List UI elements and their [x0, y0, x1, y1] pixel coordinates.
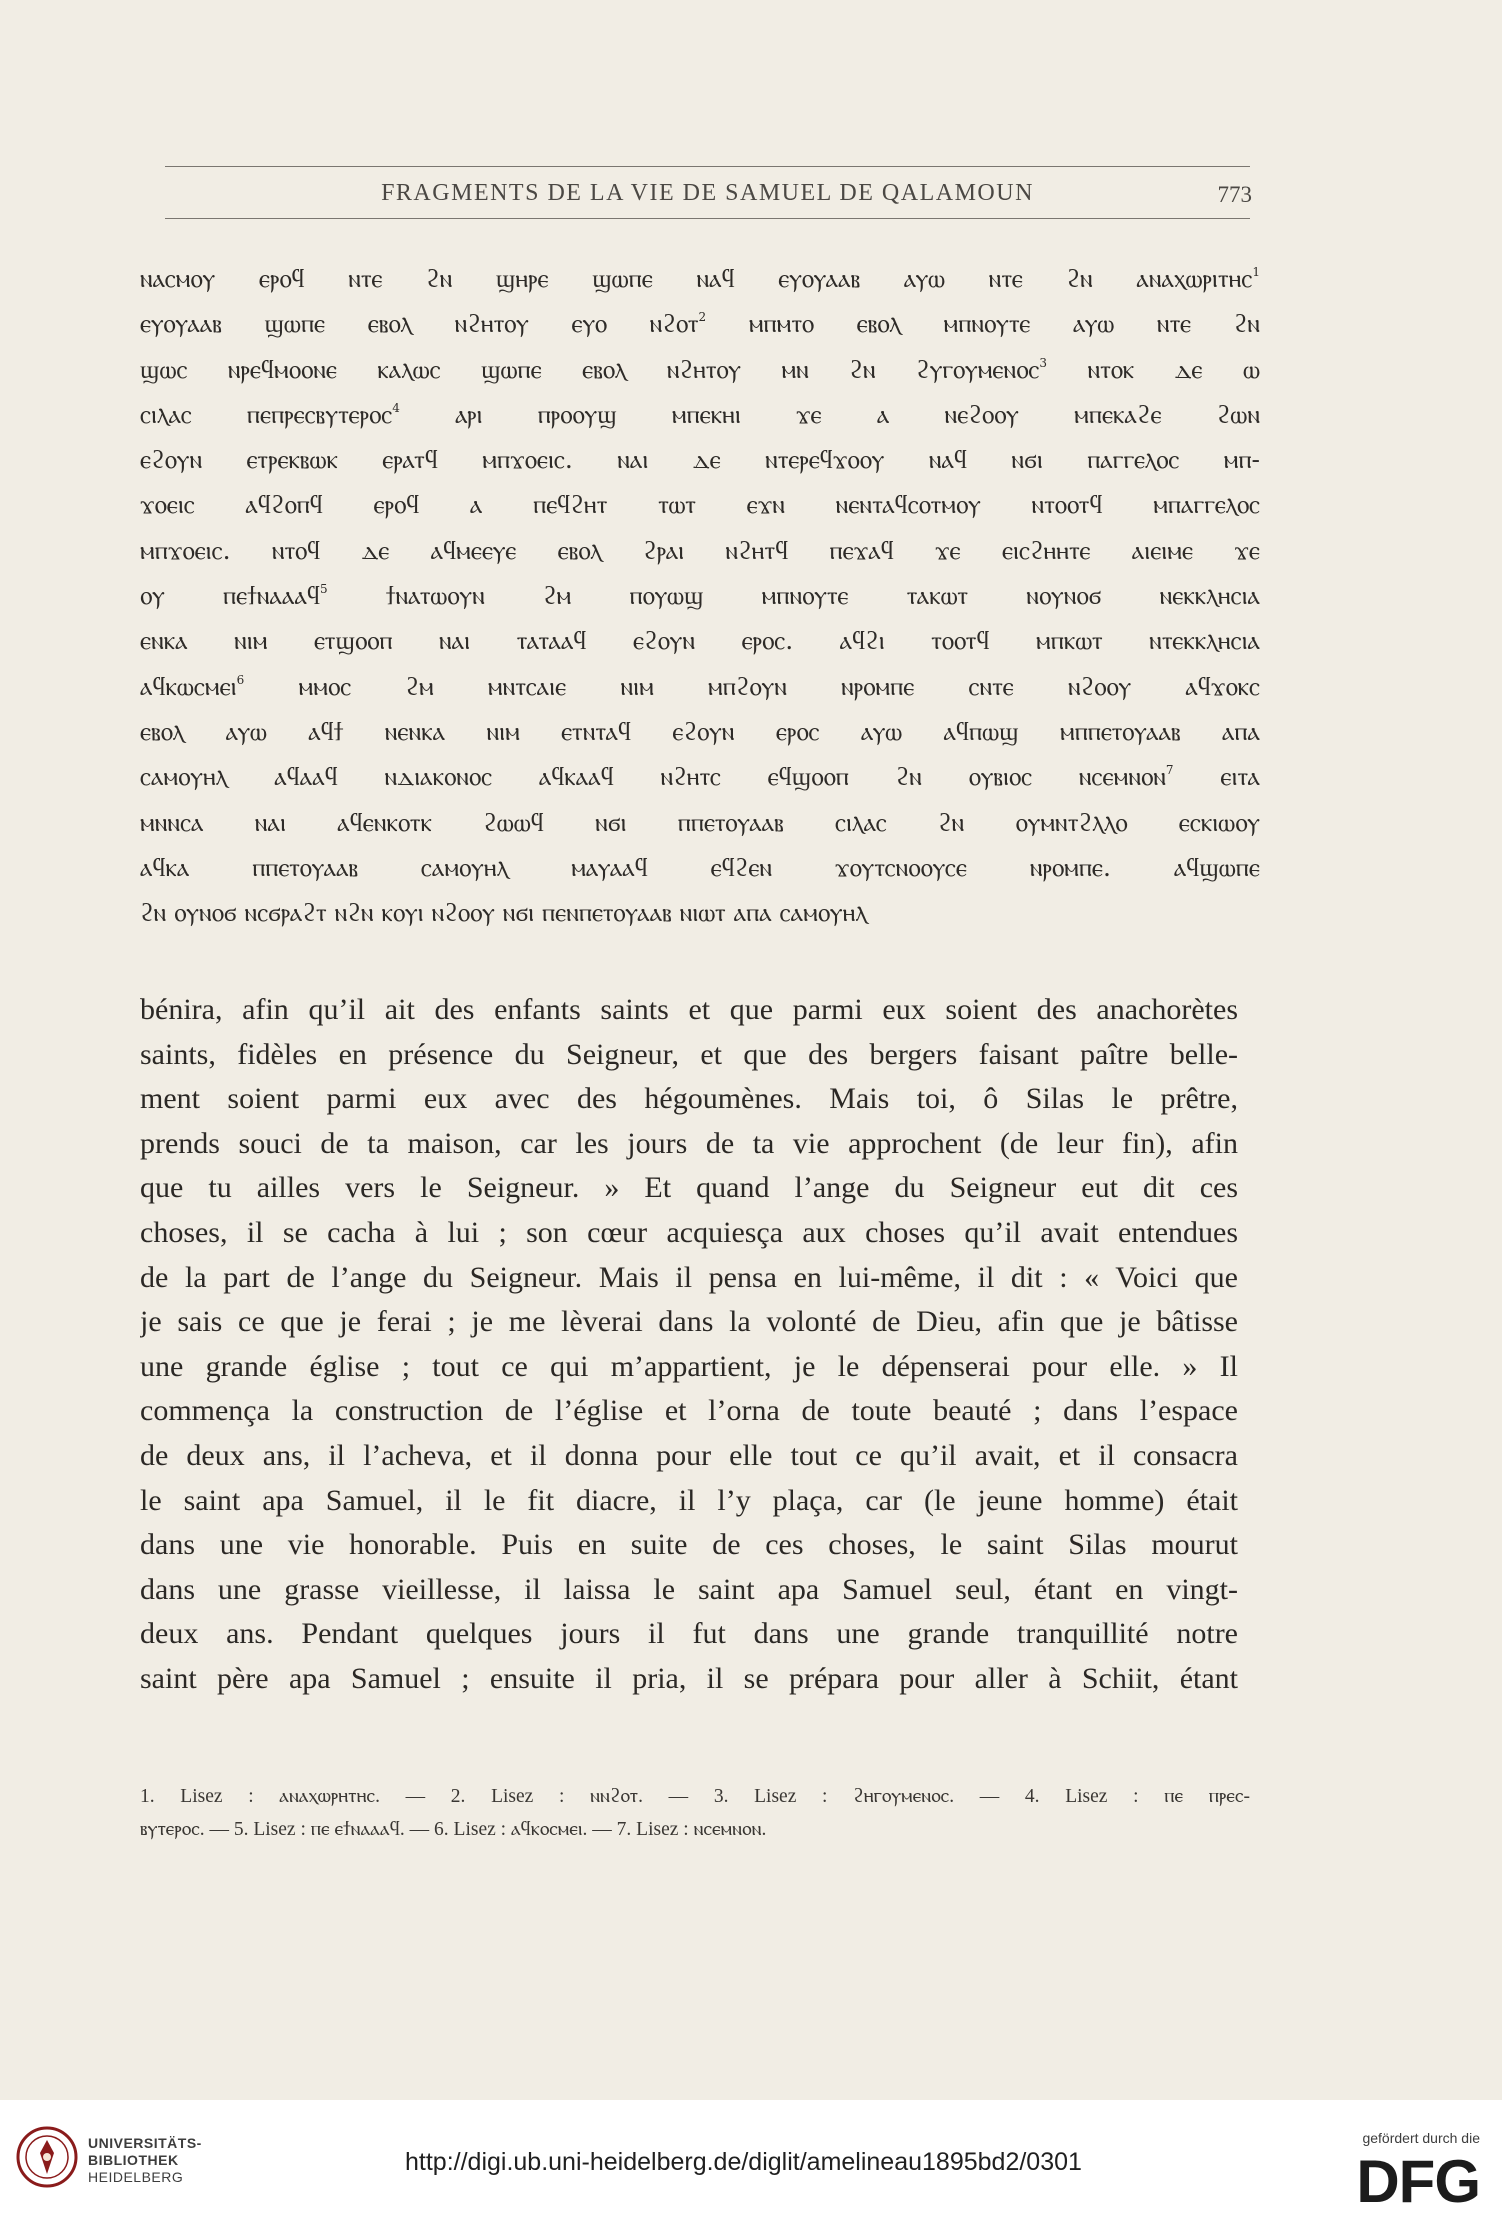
french-line: de la part de l’ange du Seigneur. Mais il pensa en lui-même, il dit : « Voici que [140, 1260, 1238, 1294]
coptic-line [140, 618, 1260, 663]
university-seal-icon [16, 2126, 78, 2188]
french-line: commença la construction de l’église et l’orna de toute beauté ; dans l’espace [140, 1394, 1238, 1428]
coptic-line-text: ϯⲛⲁⲧⲱⲟⲩⲛ ϩⲙ ⲡⲟⲩⲱϣ ⲙⲡⲛⲟⲩⲧⲉ ⲧⲁⲕⲱⲧ ⲛⲟⲩⲛⲟϭ ⲛⲉⲕⲕⲗⲏⲥⲓⲁ [385, 581, 1260, 611]
coptic-line-text: ⲟⲩ ⲡⲉϯⲛⲁⲁⲁϥ [140, 581, 320, 611]
footnote-line: 1. Lisez : ⲁⲛⲁⲭⲱⲣⲏⲧⲏⲥ. — 2. Lisez : ⲛⲛϩⲟⲧ. — 3. Lisez : ϩⲏⲅⲟⲩⲙⲉⲛⲟⲥ. — 4. Lisez : ⲡⲉ ⲡⲣⲉⲥ- [140, 1786, 1250, 1807]
library-name-line1: UNIVERSITÄTS- [88, 2135, 202, 2151]
coptic-line-text: ϣⲱⲥ ⲛⲣⲉϥⲙⲟⲟⲛⲉ ⲕⲁⲗⲱⲥ ϣⲱⲡⲉ ⲉⲃⲟⲗ ⲛϩⲏⲧⲟⲩ ⲙⲛ ϩⲛ ϩⲩⲅⲟⲩⲙⲉⲛⲟⲥ [140, 354, 1040, 384]
french-line: prends souci de ta maison, car les jours de ta vie approchent (de leur fin), afin [140, 1126, 1238, 1160]
footnote-marker: 7 [1165, 763, 1174, 778]
coptic-line [140, 664, 1260, 709]
coptic-line [140, 347, 1260, 392]
coptic-line-text: ⲙⲡϫⲟⲉⲓⲥ. ⲛⲧⲟϥ ⲇⲉ ⲁϥⲙⲉⲉⲩⲉ ⲉⲃⲟⲗ ϩⲣⲁⲓ ⲛϩⲏⲧϥ ⲡⲉϫⲁϥ ϫⲉ ⲉⲓⲥϩⲏⲏⲧⲉ ⲁⲓⲉⲓⲙⲉ ϫⲉ [140, 535, 1260, 565]
coptic-line [140, 528, 1260, 573]
footnote-marker: 1 [1252, 265, 1260, 279]
coptic-line-text: ⲁⲣⲓ ⲡⲣⲟⲟⲩϣ ⲙⲡⲉⲕⲏⲓ ϫⲉ ⲁ ⲛⲉϩⲟⲟⲩ ⲙⲡⲉⲕⲁϩⲉ ϩⲱⲛ [455, 399, 1260, 429]
coptic-line-text: ⲉⲓⲧⲁ [1220, 762, 1260, 792]
coptic-line-text: ⲉϩⲟⲩⲛ ⲉⲧⲣⲉⲕⲃⲱⲕ ⲉⲣⲁⲧϥ ⲙⲡϫⲟⲉⲓⲥ. ⲛⲁⲓ ⲇⲉ ⲛⲧⲉⲣⲉϥϫⲟⲟⲩ ⲛⲁϥ ⲛϭⲓ ⲡⲁⲅⲅⲉⲗⲟⲥ ⲙⲡ- [140, 445, 1260, 475]
coptic-line [140, 392, 1260, 437]
coptic-line-text: ⲁϥⲕⲁ ⲡⲡⲉⲧⲟⲩⲁⲁⲃ ⲥⲁⲙⲟⲩⲏⲗ ⲙⲁⲩⲁⲁϥ ⲉϥϩⲉⲛ ϫⲟⲩⲧⲥⲛⲟⲟⲩⲥⲉ ⲛⲣⲟⲙⲡⲉ. ⲁϥϣⲱⲡⲉ [140, 852, 1260, 882]
french-line: dans une vie honorable. Puis en suite de ces choses, le saint Silas mourut [140, 1528, 1238, 1562]
header-rule-bottom [165, 218, 1250, 219]
footnote-line: ⲃⲩⲧⲉⲣⲟⲥ. — 5. Lisez : ⲡⲉ ⲉϯⲛⲁⲁⲁϥ. — 6. Lisez : ⲁϥⲕⲟⲥⲙⲉⲓ. — 7. Lisez : ⲛⲥⲉⲙⲛⲟⲛ. [140, 1819, 767, 1840]
coptic-line [140, 482, 1260, 527]
french-line: que tu ailles vers le Seigneur. » Et quand l’ange du Seigneur eut dit ces [140, 1171, 1238, 1205]
french-line: de deux ans, il l’acheva, et il donna pour elle tout ce qu’il avait, et il consacra [140, 1438, 1238, 1472]
coptic-line [140, 800, 1260, 845]
french-line: deux ans. Pendant quelques jours il fut dans une grande tranquillité notre [140, 1617, 1238, 1651]
french-line: dans une grasse vieillesse, il laissa le saint apa Samuel seul, étant en vingt- [140, 1572, 1238, 1606]
footnote-marker: 4 [392, 400, 400, 415]
source-url-link[interactable]: http://digi.ub.uni-heidelberg.de/diglit/amelineau1895bd2/0301 [405, 2148, 1082, 2176]
french-line: une grande église ; tout ce qui m’appartient, je le dépenserai pour elle. » Il [140, 1349, 1238, 1383]
french-line: saint père apa Samuel ; ensuite il pria, il se prépara pour aller à Schiit, étant [140, 1661, 1238, 1695]
coptic-line [140, 573, 1260, 618]
library-name-line2: BIBLIOTHEK [88, 2152, 179, 2168]
french-translation-block [140, 988, 1238, 1702]
coptic-line-text: ⲙⲡⲙⲧⲟ ⲉⲃⲟⲗ ⲙⲡⲛⲟⲩⲧⲉ ⲁⲩⲱ ⲛⲧⲉ ϩⲛ [748, 309, 1260, 339]
coptic-line-text: ϩⲛ ⲟⲩⲛⲟϭ ⲛⲥϭⲣⲁϩⲧ ⲛϩⲛ ⲕⲟⲩⲓ ⲛϩⲟⲟⲩ ⲛϭⲓ ⲡⲉⲛⲡⲉⲧⲟⲩⲁⲁⲃ ⲛⲓⲱⲧ ⲁⲡⲁ ⲥⲁⲙⲟⲩⲏⲗ [140, 898, 868, 928]
coptic-line [140, 437, 1260, 482]
coptic-line-text: ⲉⲃⲟⲗ ⲁⲩⲱ ⲁϥϯ ⲛⲉⲛⲕⲁ ⲛⲓⲙ ⲉⲧⲛⲧⲁϥ ⲉϩⲟⲩⲛ ⲉⲣⲟⲥ ⲁⲩⲱ ⲁϥⲡⲱϣ ⲙⲡⲡⲉⲧⲟⲩⲁⲁⲃ ⲁⲡⲁ [140, 716, 1260, 746]
french-line: bénira, afin qu’il ait des enfants saints et que parmi eux soient des anachorètes [140, 993, 1238, 1026]
coptic-line [140, 709, 1260, 754]
page-number: 773 [1217, 182, 1252, 207]
dfg-logo: DFG [1356, 2148, 1480, 2215]
coptic-line [140, 256, 1260, 301]
running-title: FRAGMENTS DE LA VIE DE SAMUEL DE QALAMOUN [381, 180, 1034, 206]
coptic-line-text: ⲉⲩⲟⲩⲁⲁⲃ ϣⲱⲡⲉ ⲉⲃⲟⲗ ⲛϩⲏⲧⲟⲩ ⲉⲩⲟ ⲛϩⲟⲧ [140, 309, 699, 339]
french-line: je sais ce que je ferai ; je me lèverai dans la volonté de Dieu, afin que je bâtisse [140, 1305, 1238, 1339]
footnote-marker: 5 [319, 582, 328, 597]
coptic-line-text: ⲙⲛⲛⲥⲁ ⲛⲁⲓ ⲁϥⲉⲛⲕⲟⲧⲕ ϩⲱⲱϥ ⲛϭⲓ ⲡⲡⲉⲧⲟⲩⲁⲁⲃ ⲥⲓⲗⲁⲥ ϩⲛ ⲟⲩⲙⲛⲧϩⲗⲗⲟ ⲉⲥⲕⲓⲱⲟⲩ [140, 807, 1260, 837]
coptic-line-text: ⲁϥⲕⲱⲥⲙⲉⲓ [140, 671, 237, 701]
french-line: choses, il se cacha à lui ; son cœur acquiesça aux choses qu’il avait entendues [140, 1215, 1238, 1249]
library-name-line3: HEIDELBERG [88, 2169, 184, 2185]
funding-note: gefördert durch die [1362, 2130, 1480, 2146]
footnote-marker: 6 [236, 672, 245, 687]
coptic-line-text: ⲉⲛⲕⲁ ⲛⲓⲙ ⲉⲧϣⲟⲟⲡ ⲛⲁⲓ ⲧⲁⲧⲁⲁϥ ⲉϩⲟⲩⲛ ⲉⲣⲟⲥ. ⲁϥϩⲓ ⲧⲟⲟⲧϥ ⲙⲡⲕⲱⲧ ⲛⲧⲉⲕⲕⲗⲏⲥⲓⲁ [140, 626, 1260, 656]
coptic-line-text: ⲙⲙⲟⲥ ϩⲙ ⲙⲛⲧⲥⲁⲓⲉ ⲛⲓⲙ ⲙⲡϩⲟⲩⲛ ⲛⲣⲟⲙⲡⲉ ⲥⲛⲧⲉ ⲛϩⲟⲟⲩ ⲁϥϫⲟⲕⲥ [298, 671, 1260, 701]
french-line: ment soient parmi eux avec des hégoumènes. Mais toi, ô Silas le prêtre, [140, 1082, 1238, 1116]
coptic-line-text: ⲛⲧⲟⲕ ⲇⲉ ⲱ [1087, 354, 1260, 384]
library-name [88, 2135, 202, 2186]
coptic-text-block [140, 256, 1260, 935]
header-rule-top [165, 166, 1250, 167]
coptic-line [140, 890, 1260, 935]
coptic-line [140, 845, 1260, 890]
coptic-line-text: ⲛⲁⲥⲙⲟⲩ ⲉⲣⲟϥ ⲛⲧⲉ ϩⲛ ϣⲏⲣⲉ ϣⲱⲡⲉ ⲛⲁϥ ⲉⲩⲟⲩⲁⲁⲃ ⲁⲩⲱ ⲛⲧⲉ ϩⲛ ⲁⲛⲁⲭⲱⲣⲓⲧⲏⲥ [140, 264, 1253, 293]
coptic-line [140, 301, 1260, 346]
french-line: saints, fidèles en présence du Seigneur, et que des bergers faisant paître belle- [140, 1037, 1238, 1071]
footnote-marker: 2 [698, 310, 707, 325]
coptic-line [140, 754, 1260, 799]
coptic-line-text: ⲥⲓⲗⲁⲥ ⲡⲉⲡⲣⲉⲥⲃⲩⲧⲉⲣⲟⲥ [140, 399, 393, 429]
footnote-marker: 3 [1039, 355, 1048, 370]
french-line: le saint apa Samuel, il le fit diacre, il l’y plaça, car (le jeune homme) était [140, 1483, 1238, 1517]
coptic-line-text: ⲥⲁⲙⲟⲩⲏⲗ ⲁϥⲁⲁϥ ⲛⲇⲓⲁⲕⲟⲛⲟⲥ ⲁϥⲕⲁⲁϥ ⲛϩⲏⲧⲥ ⲉϥϣⲟⲟⲡ ϩⲛ ⲟⲩⲃⲓⲟⲥ ⲛⲥⲉⲙⲛⲟⲛ [140, 762, 1166, 792]
coptic-line-text: ϫⲟⲉⲓⲥ ⲁϥϩⲟⲡϥ ⲉⲣⲟϥ ⲁ ⲡⲉϥϩⲏⲧ ⲧⲱⲧ ⲉϫⲛ ⲛⲉⲛⲧⲁϥⲥⲟⲧⲙⲟⲩ ⲛⲧⲟⲟⲧϥ ⲙⲡⲁⲅⲅⲉⲗⲟⲥ [140, 490, 1260, 520]
footnotes [140, 1780, 1250, 1846]
